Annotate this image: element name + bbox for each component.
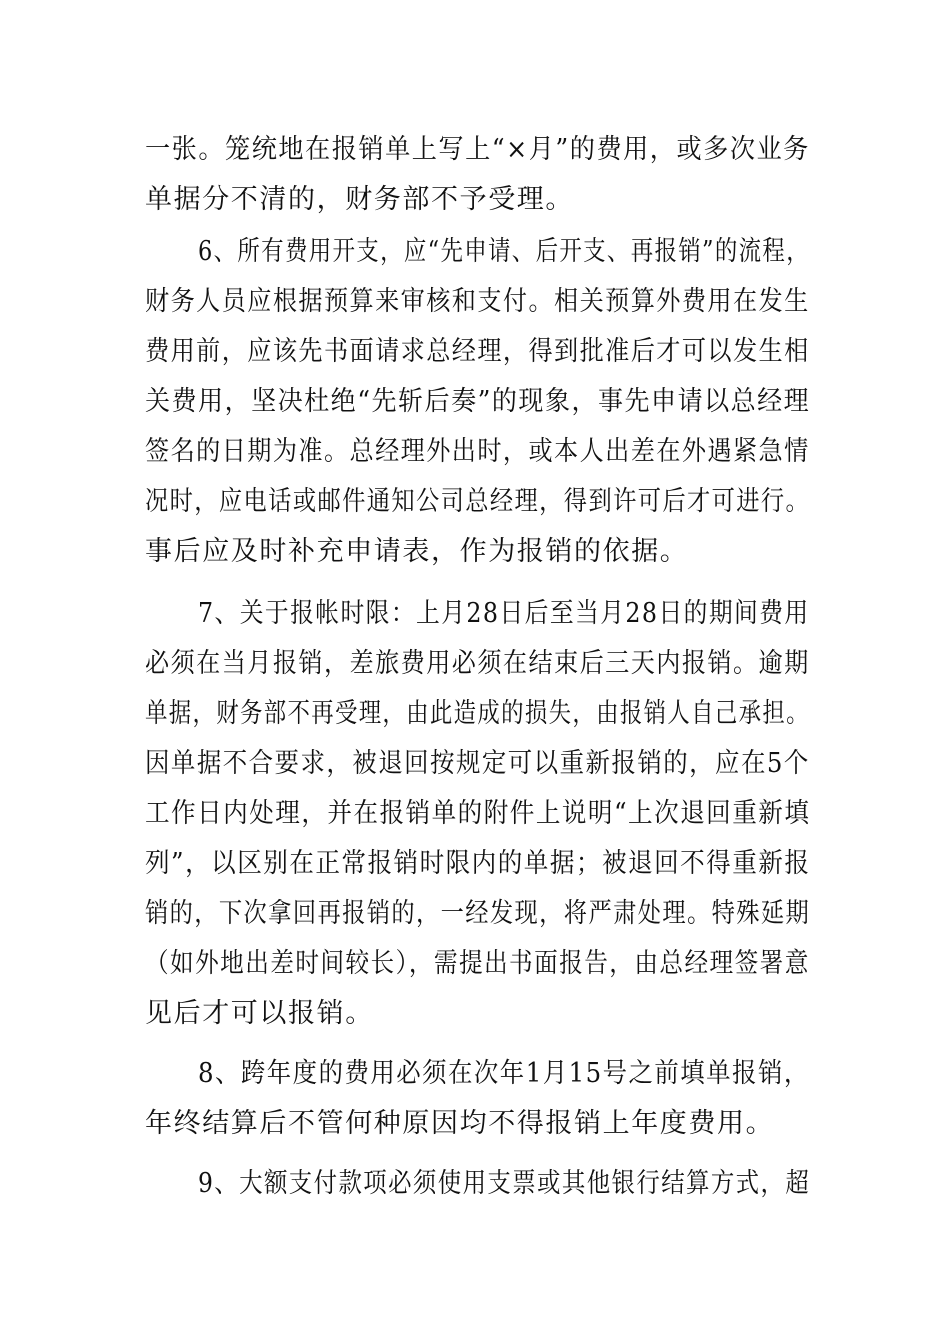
- paragraph-9-start: 9、大额支付款项必须使用支票或其他银行结算方式，超: [198, 1168, 811, 1199]
- text-line: 关费用，坚决杜绝“先斩后奏”的现象，事先申请以总经理: [145, 386, 811, 417]
- paragraph-6-start: 6、所有费用开支，应“先申请、后开支、再报销”的流程，: [198, 236, 810, 267]
- text-line: 列”，以区别在正常报销时限内的单据；被退回不得重新报: [145, 848, 811, 879]
- text-line: 因单据不合要求，被退回按规定可以重新报销的，应在5个: [145, 748, 810, 779]
- text-line: 见后才可以报销。: [145, 998, 374, 1029]
- text-line: 必须在当月报销，差旅费用必须在结束后三天内报销。逾期: [145, 648, 810, 679]
- text-line: 财务人员应根据预算来审核和支付。相关预算外费用在发生: [145, 286, 810, 317]
- text-line: 事后应及时补充申请表，作为报销的依据。: [145, 536, 689, 567]
- text-line: 一张。笼统地在报销单上写上“×月”的费用，或多次业务: [145, 134, 810, 165]
- text-line: 单据分不清的，财务部不予受理。: [145, 184, 574, 215]
- text-line: 工作日内处理，并在报销单的附件上说明“上次退回重新填: [145, 798, 811, 829]
- paragraph-7-start: 7、关于报帐时限：上月28日后至当月28日的期间费用: [198, 598, 810, 629]
- text-line: 况时，应电话或邮件通知公司总经理，得到许可后才可进行。: [145, 486, 811, 517]
- text-line: （如外地出差时间较长），需提出书面报告，由总经理签署意: [145, 948, 810, 979]
- text-line: 销的，下次拿回再报销的，一经发现，将严肃处理。特殊延期: [145, 898, 811, 929]
- text-line: 签名的日期为准。总经理外出时，或本人出差在外遇紧急情: [145, 436, 810, 467]
- text-line: 年终结算后不管何种原因均不得报销上年度费用。: [145, 1108, 775, 1139]
- text-line: 费用前，应该先书面请求总经理，得到批准后才可以发生相: [145, 336, 810, 367]
- paragraph-8-start: 8、跨年度的费用必须在次年1月15号之前填单报销，: [198, 1058, 810, 1089]
- text-line: 单据，财务部不再受理，由此造成的损失，由报销人自己承担。: [145, 698, 810, 729]
